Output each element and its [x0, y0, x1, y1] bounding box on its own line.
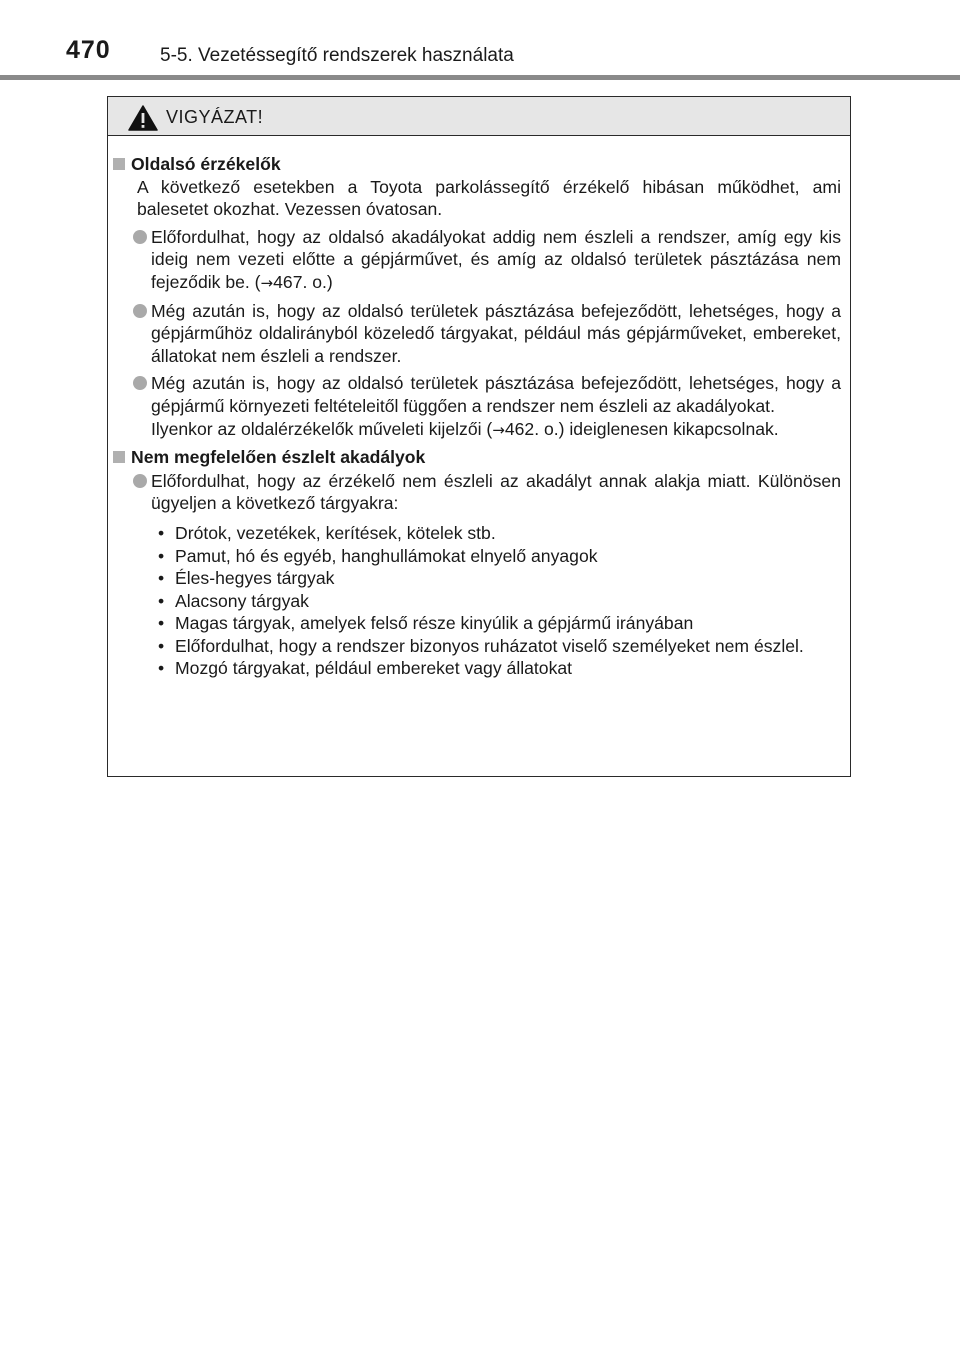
circle-bullet-icon — [133, 230, 147, 244]
item-extra: Ilyenkor az oldalérzékelők műveleti kijelzői (→462. o.) ideiglenesen kikapcsolnak. — [151, 418, 779, 439]
list-item — [113, 300, 841, 368]
warning-triangle-icon — [128, 105, 158, 131]
sub-list-item: • Pamut, hó és egyéb, hanghullámokat elnyelő anyagok — [158, 545, 598, 566]
sub-list-item: • Alacsony tárgyak — [158, 590, 309, 611]
circle-bullet-icon — [133, 304, 147, 318]
circle-bullet-icon — [133, 376, 147, 390]
caution-box — [107, 96, 851, 777]
sub-list-item: • Éles-hegyes tárgyak — [158, 568, 335, 589]
sub-list-item: • Mozgó tárgyakat, például embereket vagy állatokat — [158, 658, 573, 679]
sub-list-item: • Drótok, vezetékek, kerítések, kötelek stb. — [158, 522, 496, 543]
arrow-reference-icon: → — [492, 420, 505, 439]
circle-bullet-icon — [133, 474, 147, 488]
section-heading — [113, 446, 841, 469]
arrow-reference-icon: → — [260, 273, 274, 292]
item-text: Még azután is, hogy az oldalsó területek pásztázása befejeződött, lehetséges, hogy a gépjárműhöz oldalirányból közeledő tárgyakat, például más gépjárműveket, embereket, állatokat nem észleli a rendszer. — [151, 300, 841, 366]
item-text: Előfordulhat, hogy az oldalsó akadályokat addig nem észleli a rendszer, amíg egy kis ideig nem vezeti előtte a gépjárművet, és amíg az oldalsó területek pásztázása nem fejeződik be. (→467. o.) — [151, 226, 841, 292]
caution-header — [108, 97, 850, 136]
sub-list-item: • Előfordulhat, hogy a rendszer bizonyos ruházatot viselő személyeket nem észlel. — [158, 635, 804, 656]
section-title: 5-5. Vezetéssegítő rendszerek használata — [160, 45, 514, 66]
caution-title: VIGYÁZAT! — [166, 107, 264, 127]
section-intro: A következő esetekben a Toyota parkolássegítő érzékelő hibásan működhet, ami balesetet okozhat. Vezessen óvatosan. — [137, 176, 841, 220]
section-side-sensors — [113, 153, 841, 441]
item-text: Még azután is, hogy az oldalsó területek pásztázása befejeződött, lehetséges, hogy a gépjármű környezeti feltételeitől függően a rendszer nem észleli az akadályokat. Ilyenkor az oldalérzékelők műveleti kijelzői (→462. o.) ideiglenesen kikapcsolnak. — [151, 372, 841, 441]
page-number: 470 — [66, 36, 111, 64]
section-heading — [113, 153, 841, 176]
section-heading-text: Nem megfelelően észlelt akadályok — [131, 447, 426, 468]
header-rule — [0, 75, 960, 80]
list-item — [113, 226, 841, 295]
list-item — [113, 470, 841, 515]
square-bullet-icon — [113, 451, 125, 463]
square-bullet-icon — [113, 158, 125, 170]
item-text: Előfordulhat, hogy az érzékelő nem észleli az akadályt annak alakja miatt. Különösen ügyeljen a következő tárgyakra: — [151, 470, 841, 514]
page-header — [0, 0, 960, 80]
section-undetected-obstacles — [113, 446, 841, 680]
list-item — [113, 372, 841, 441]
sub-list — [155, 522, 841, 680]
sub-list-item: • Magas tárgyak, amelyek felső része kinyúlik a gépjármű irányában — [158, 613, 694, 634]
caution-body — [108, 136, 850, 680]
section-heading-text: Oldalsó érzékelők — [131, 154, 281, 174]
